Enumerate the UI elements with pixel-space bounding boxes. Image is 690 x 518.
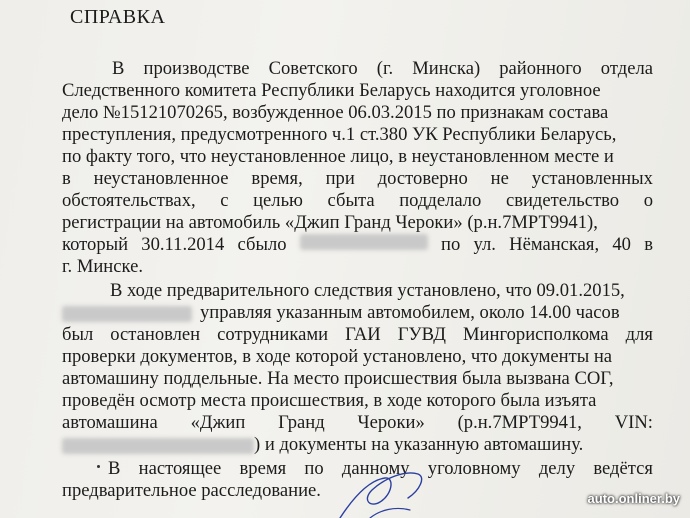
- redacted-name-2: [62, 306, 192, 322]
- text-line-3: дело №15121070265, возбужденное 06.03.2015 по признакам состава: [62, 102, 609, 123]
- text-line-8: регистрации на автомобиль «Джип Гранд Чероки» (р.н.7МРТ9941),: [62, 212, 598, 233]
- text-line-5: по факту того, что неустановленное лицо, в неустановленном месте и: [62, 146, 614, 167]
- text-line-19: В настоящее время по данному уголовному делу ведётся: [108, 458, 653, 479]
- watermark: auto.onliner.by: [587, 491, 680, 506]
- text-line-11: В ходе предварительного следствия установлено, что 09.01.2015,: [110, 280, 625, 301]
- text-line-17: автомашина «Джип Гранд Чероки» (р.н.7МРТ9941, VIN:: [62, 412, 653, 433]
- text-line-15: автомашину поддельные. На место происшествия была вызвана СОГ,: [62, 368, 614, 389]
- text-line-2: Следственного комитета Республики Беларусь находится уголовное: [62, 80, 601, 101]
- text-line-4: преступления, предусмотренного ч.1 ст.380 УК Республики Беларусь,: [62, 124, 617, 145]
- text-line-1: В производстве Советского (г. Минска) районного отдела: [112, 58, 653, 79]
- text-line-10: г. Минске.: [62, 256, 143, 277]
- text-line-7: обстоятельствах, с целью сбыта подделало свидетельство о: [62, 190, 653, 211]
- ink-dot: [97, 465, 100, 468]
- redacted-vin: [62, 438, 254, 454]
- text-line-6: в неустановленное время, при достоверно не установленных: [62, 168, 653, 189]
- text-line-18: ) и документы на указанную автомашину.: [62, 434, 583, 456]
- redacted-name-1: [300, 234, 428, 250]
- signature-mark: [300, 440, 500, 518]
- text-line-13: был остановлен сотрудниками ГАИ ГУВД Мингорисполкома для: [62, 324, 653, 345]
- document-title: СПРАВКА: [70, 6, 166, 28]
- text-line-14: проверки документов, в ходе которой установлено, что документы на: [62, 346, 613, 367]
- text-line-16: проведён осмотр места происшествия, в ходе которого была изъята: [62, 390, 597, 411]
- text-line-20: предварительное расследование.: [62, 480, 321, 501]
- text-line-9: который 30.11.2014 сбыло по ул. Нёманская, 40 в: [62, 234, 653, 255]
- text-line-12: управляя указанным автомобилем, около 14.00 часов: [62, 302, 620, 324]
